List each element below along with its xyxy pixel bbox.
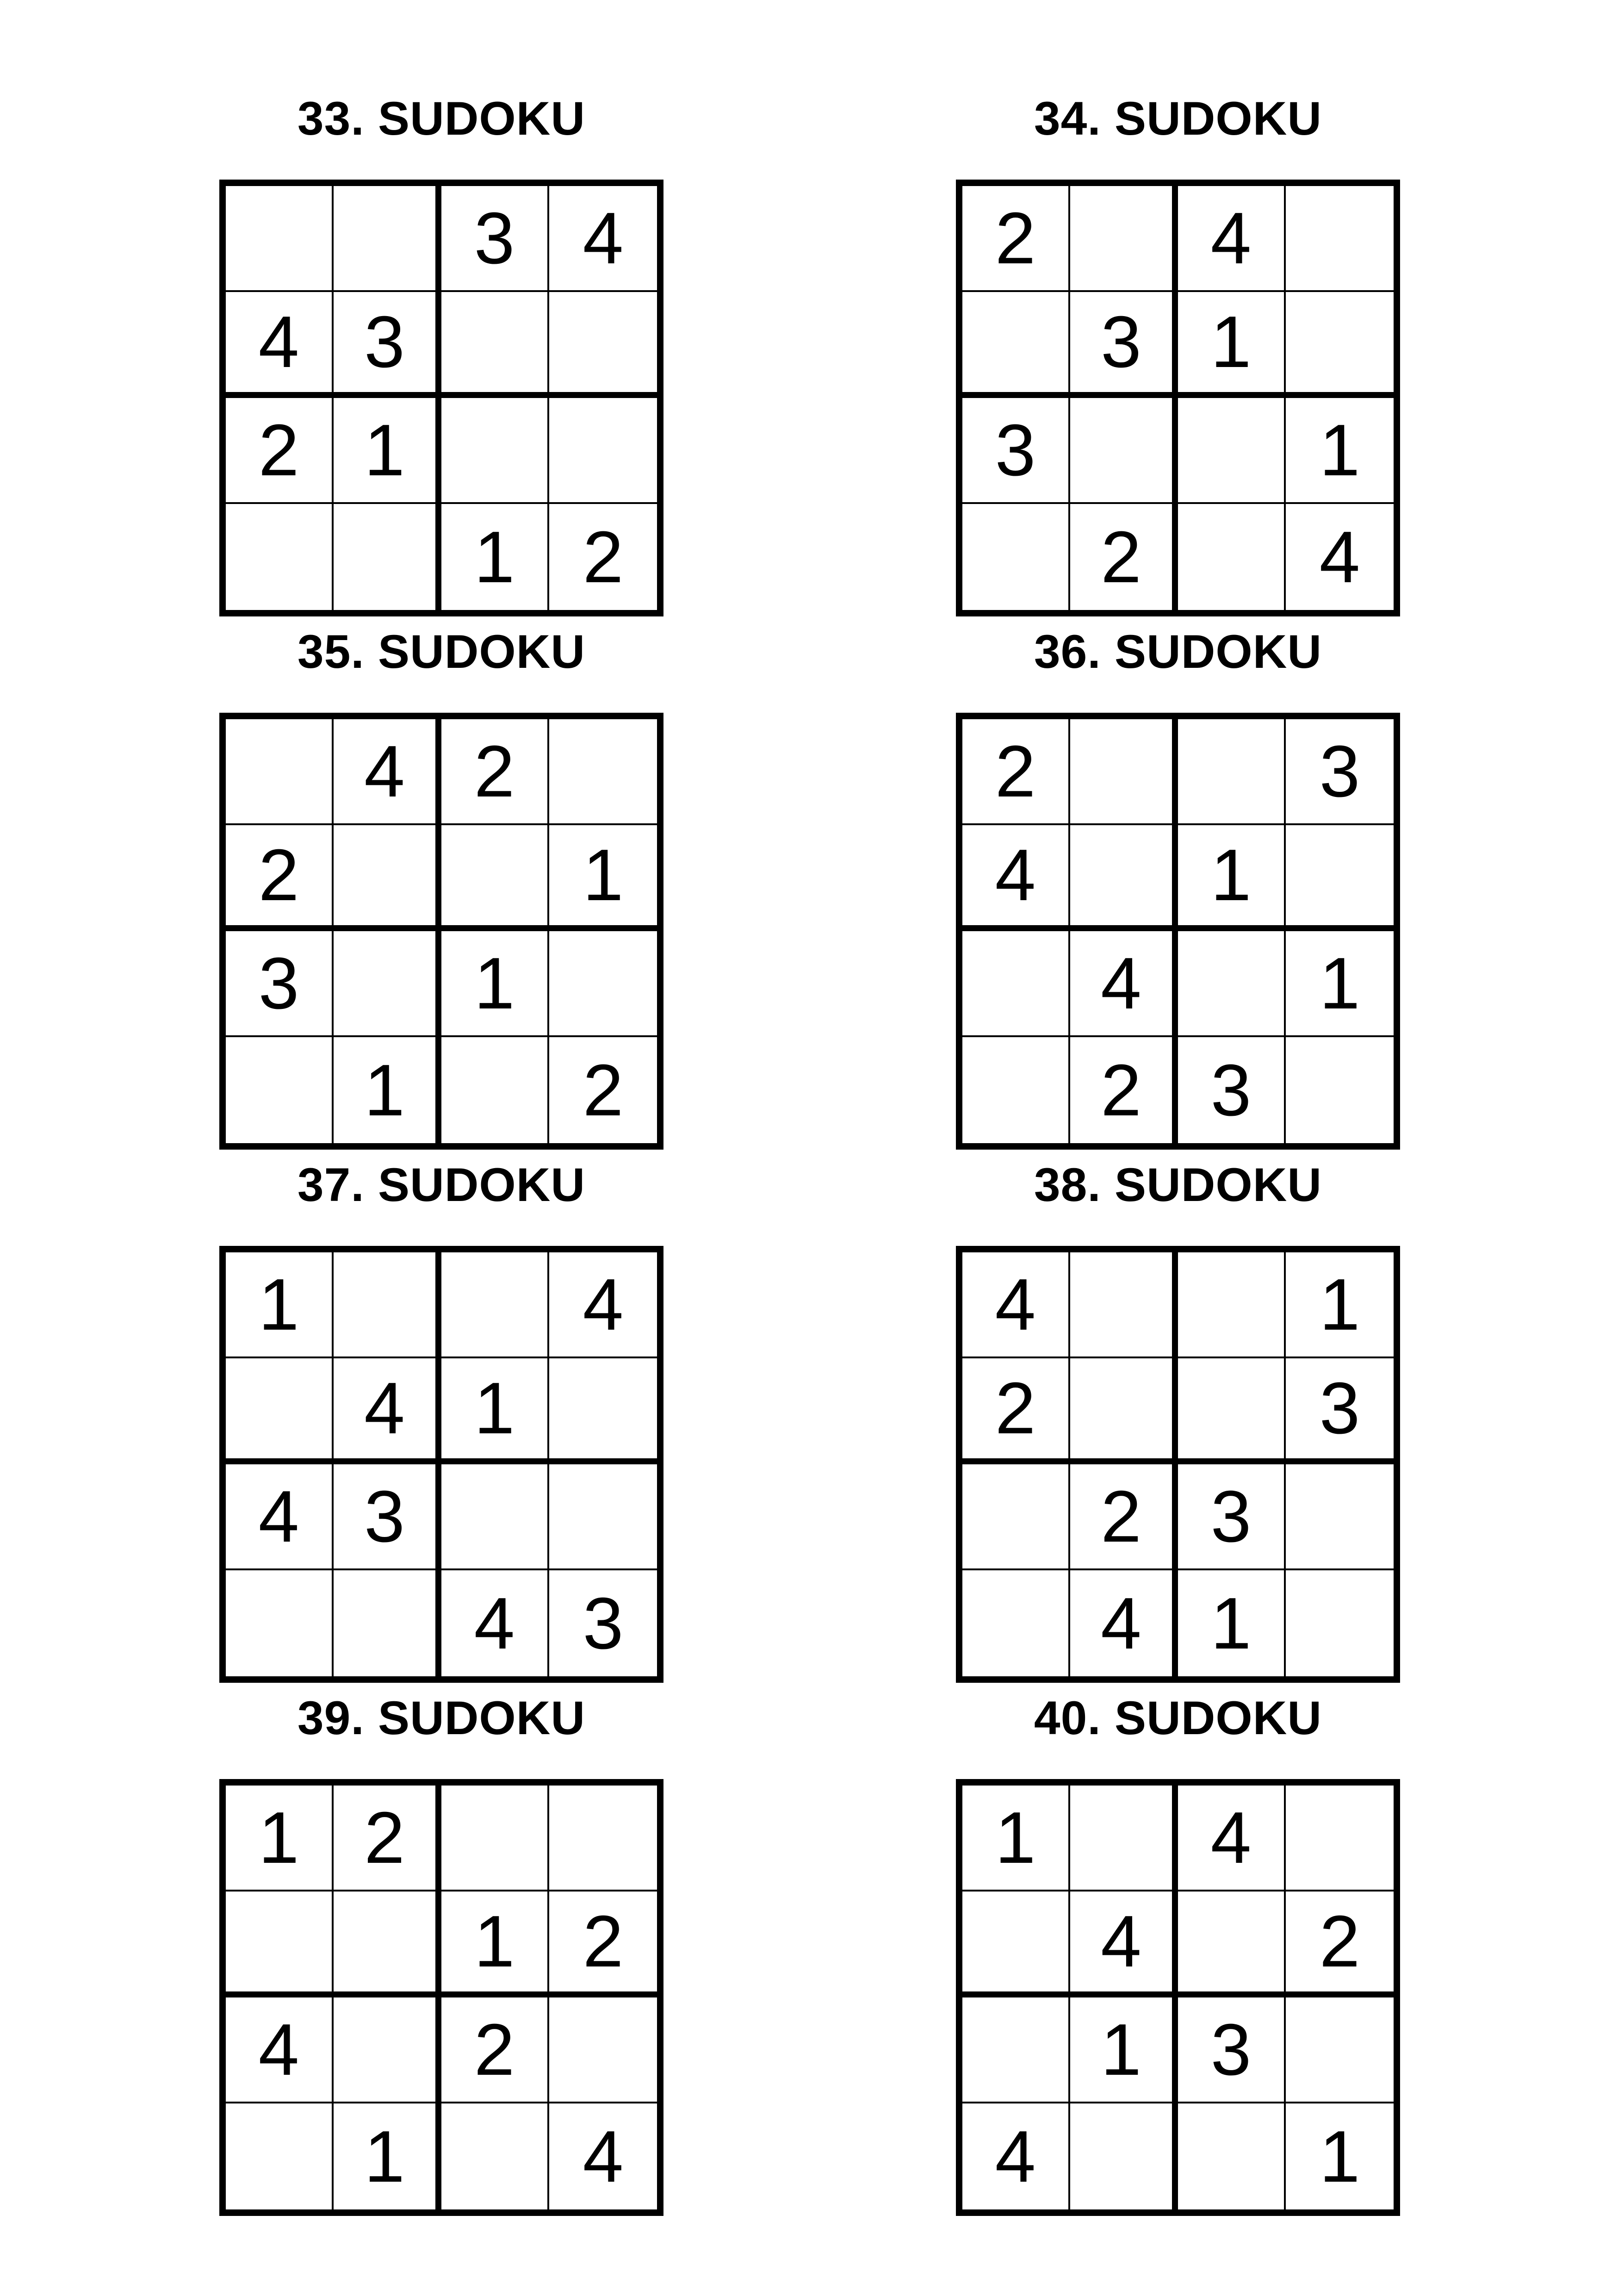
- sudoku-puzzle: [956, 81, 1400, 628]
- sudoku-cell: 2: [226, 825, 334, 931]
- sudoku-cell: 1: [1070, 1997, 1178, 2103]
- sudoku-cell: [441, 1252, 549, 1358]
- sudoku-cell: 1: [226, 1252, 334, 1358]
- sudoku-cell: 1: [334, 2103, 441, 2209]
- puzzle-title: 36. SUDOKU: [1034, 625, 1322, 678]
- sudoku-cell: [1178, 398, 1286, 504]
- sudoku-cell: 3: [1286, 1358, 1394, 1464]
- puzzle-title: 33. SUDOKU: [297, 92, 586, 145]
- sudoku-cell: 1: [334, 1037, 441, 1143]
- sudoku-cell: [549, 1358, 657, 1464]
- sudoku-cell: [1286, 825, 1394, 931]
- sudoku-cell: 1: [1178, 1570, 1286, 1676]
- sudoku-puzzle: [956, 615, 1400, 1161]
- sudoku-cell: [1178, 504, 1286, 610]
- sudoku-cell: [962, 1997, 1070, 2103]
- sudoku-cell: 3: [1286, 719, 1394, 825]
- sudoku-cell: [226, 1570, 334, 1676]
- sudoku-cell: 4: [1070, 1570, 1178, 1676]
- sudoku-cell: 1: [549, 825, 657, 931]
- sudoku-cell: [441, 2103, 549, 2209]
- sudoku-cell: 4: [549, 1252, 657, 1358]
- sudoku-cell: 3: [1178, 1464, 1286, 1570]
- sudoku-cell: 2: [1070, 1464, 1178, 1570]
- sudoku-cell: 4: [334, 1358, 441, 1464]
- sudoku-cell: [549, 292, 657, 398]
- sudoku-cell: 4: [962, 1252, 1070, 1358]
- sudoku-grid: [956, 1246, 1400, 1683]
- sudoku-cell: 2: [962, 719, 1070, 825]
- sudoku-cell: 4: [226, 292, 334, 398]
- puzzle-title: 37. SUDOKU: [297, 1158, 586, 1211]
- sudoku-cell: 1: [1286, 1252, 1394, 1358]
- sudoku-cell: 1: [441, 931, 549, 1037]
- sudoku-cell: [549, 1786, 657, 1892]
- sudoku-puzzle: [219, 615, 663, 1161]
- puzzle-title: 40. SUDOKU: [1034, 1692, 1322, 1744]
- puzzle-title: 39. SUDOKU: [297, 1692, 586, 1744]
- sudoku-cell: 4: [334, 719, 441, 825]
- sudoku-cell: [1286, 1037, 1394, 1143]
- sudoku-cell: 4: [441, 1570, 549, 1676]
- sudoku-cell: 2: [962, 1358, 1070, 1464]
- sudoku-cell: 3: [334, 292, 441, 398]
- sudoku-cell: 4: [583, 2116, 624, 2197]
- sudoku-cell: 1: [334, 398, 441, 504]
- sudoku-cell: [1178, 1358, 1286, 1464]
- sudoku-grid: [956, 180, 1400, 616]
- sudoku-grid: [219, 1779, 663, 2216]
- sudoku-cell: 1: [441, 1358, 549, 1464]
- sudoku-cell: 3: [962, 398, 1070, 504]
- sudoku-cell: [1286, 1997, 1394, 2103]
- sudoku-cell: [1178, 1892, 1286, 1997]
- puzzle-title: 35. SUDOKU: [297, 625, 586, 678]
- sudoku-cell: 1: [226, 1786, 334, 1892]
- sudoku-cell: [1070, 1786, 1178, 1892]
- sudoku-cell: 3: [1178, 1997, 1286, 2103]
- sudoku-cell: [334, 825, 441, 931]
- sudoku-cell: 1: [1286, 398, 1394, 504]
- sudoku-cell: 3: [1070, 292, 1178, 398]
- sudoku-cell: 2: [1070, 504, 1178, 610]
- sudoku-cell: [1070, 825, 1178, 931]
- sudoku-cell: 4: [1178, 186, 1286, 292]
- sudoku-cell: 2: [226, 398, 334, 504]
- sudoku-cell: 3: [226, 931, 334, 1037]
- sudoku-puzzle: [956, 1681, 1400, 2227]
- sudoku-cell: 3: [1178, 1037, 1286, 1143]
- sudoku-grid: [219, 1246, 663, 1683]
- sudoku-cell: 2: [583, 516, 624, 598]
- sudoku-cell: [334, 1570, 441, 1676]
- sudoku-cell: [441, 825, 549, 931]
- sudoku-cell: 2: [441, 719, 549, 825]
- sudoku-cell: 4: [1178, 1786, 1286, 1892]
- sudoku-cell: 4: [549, 186, 657, 292]
- sudoku-cell: [1070, 1358, 1178, 1464]
- sudoku-cell: [441, 292, 549, 398]
- sudoku-cell: 4: [1070, 1892, 1178, 1997]
- sudoku-cell: [1286, 1464, 1394, 1570]
- sudoku-cell: [334, 1892, 441, 1997]
- sudoku-cell: [1286, 1786, 1394, 1892]
- sudoku-cell: [962, 504, 1070, 610]
- sudoku-cell: [226, 1892, 334, 1997]
- sudoku-cell: 3: [334, 1464, 441, 1570]
- sudoku-cell: 3: [441, 186, 549, 292]
- sudoku-cell: 4: [1070, 931, 1178, 1037]
- sudoku-cell: [1070, 719, 1178, 825]
- sudoku-cell: [441, 1464, 549, 1570]
- sudoku-puzzle: [956, 1148, 1400, 1694]
- sudoku-cell: 4: [1319, 516, 1360, 598]
- sudoku-cell: 2: [583, 1049, 624, 1131]
- sudoku-cell: [1178, 931, 1286, 1037]
- sudoku-cell: [962, 931, 1070, 1037]
- sudoku-cell: [1178, 1252, 1286, 1358]
- sudoku-cell: [334, 1252, 441, 1358]
- puzzle-title: 34. SUDOKU: [1034, 92, 1322, 145]
- sudoku-cell: [226, 2103, 334, 2209]
- sudoku-cell: 1: [441, 1892, 549, 1997]
- sudoku-puzzle: [219, 1148, 663, 1694]
- sudoku-cell: [1070, 398, 1178, 504]
- sudoku-grid: [956, 713, 1400, 1150]
- sudoku-cell: [1178, 719, 1286, 825]
- sudoku-cell: [1070, 1252, 1178, 1358]
- sudoku-cell: [962, 1570, 1070, 1676]
- sudoku-cell: [1178, 2103, 1286, 2209]
- sudoku-cell: 1: [1286, 931, 1394, 1037]
- sudoku-cell: [441, 398, 549, 504]
- puzzle-title: 38. SUDOKU: [1034, 1158, 1322, 1211]
- sudoku-cell: 4: [226, 1997, 334, 2103]
- sudoku-cell: 2: [334, 1786, 441, 1892]
- sudoku-puzzle: [219, 1681, 663, 2227]
- sudoku-cell: 1: [1178, 292, 1286, 398]
- sudoku-cell: 2: [962, 186, 1070, 292]
- sudoku-cell: [334, 504, 441, 610]
- sudoku-cell: [1286, 186, 1394, 292]
- sudoku-cell: [962, 1464, 1070, 1570]
- sudoku-cell: 4: [962, 2103, 1070, 2209]
- sudoku-cell: [226, 1037, 334, 1143]
- sudoku-cell: [549, 1464, 657, 1570]
- sudoku-cell: [334, 186, 441, 292]
- sudoku-grid: [956, 1779, 1400, 2216]
- sudoku-cell: 2: [549, 1892, 657, 1997]
- sudoku-cell: [962, 1037, 1070, 1143]
- sudoku-cell: 1: [1178, 825, 1286, 931]
- sudoku-cell: [441, 1037, 549, 1143]
- sudoku-cell: [1286, 292, 1394, 398]
- sudoku-cell: [1070, 2103, 1178, 2209]
- sudoku-cell: 1: [962, 1786, 1070, 1892]
- sudoku-cell: [226, 504, 334, 610]
- sudoku-cell: [962, 292, 1070, 398]
- sudoku-cell: 2: [441, 1997, 549, 2103]
- sudoku-cell: 1: [1319, 2116, 1360, 2197]
- sudoku-cell: 4: [962, 825, 1070, 931]
- sudoku-cell: [226, 1358, 334, 1464]
- sudoku-cell: 4: [226, 1464, 334, 1570]
- sudoku-cell: [549, 398, 657, 504]
- sudoku-cell: [334, 931, 441, 1037]
- sudoku-cell: 2: [1070, 1037, 1178, 1143]
- sudoku-cell: [549, 931, 657, 1037]
- sudoku-cell: [1286, 1570, 1394, 1676]
- sudoku-cell: 2: [1286, 1892, 1394, 1997]
- sudoku-puzzle: [219, 81, 663, 628]
- sudoku-cell: [226, 186, 334, 292]
- sudoku-cell: [441, 1786, 549, 1892]
- sudoku-cell: [226, 719, 334, 825]
- sudoku-cell: [962, 1892, 1070, 1997]
- sudoku-cell: 1: [441, 504, 549, 610]
- sudoku-cell: [549, 1997, 657, 2103]
- sudoku-cell: [334, 1997, 441, 2103]
- sudoku-grid: [219, 180, 663, 616]
- sudoku-cell: [1070, 186, 1178, 292]
- sudoku-grid: [219, 713, 663, 1150]
- sudoku-cell: 3: [583, 1582, 624, 1664]
- sudoku-cell: [549, 719, 657, 825]
